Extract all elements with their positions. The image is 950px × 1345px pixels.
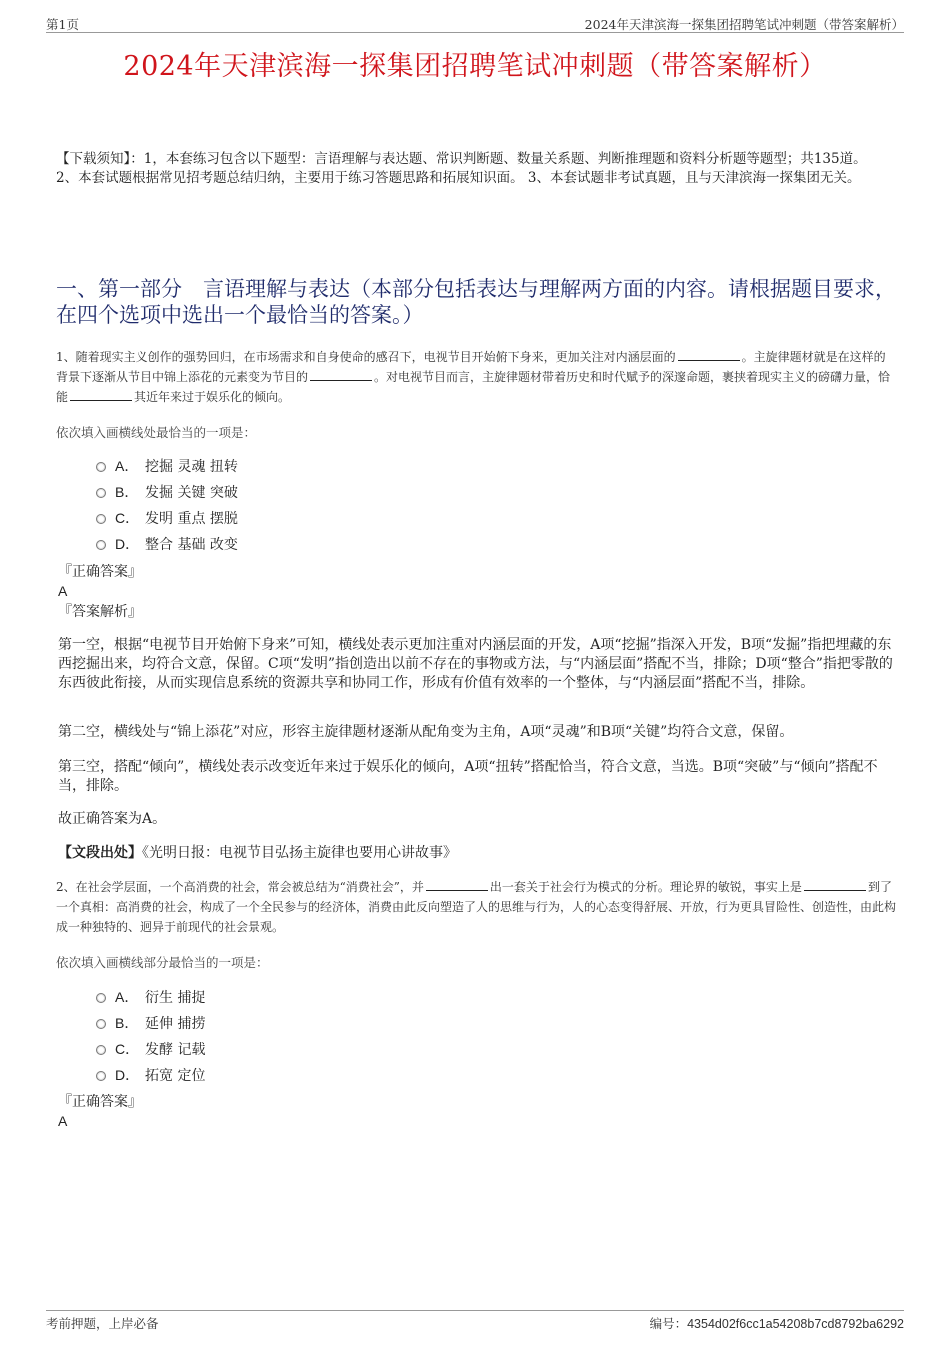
radio-icon[interactable] [96,514,106,524]
q1-text-b: 。主旋律题材就是在这样的背景下逐渐从节目中锦上添花的元素变为节目的 [56,350,886,384]
q1-source: 【文段出处】《光明日报：电视节目弘扬主旋律也要用心讲故事》 [58,845,457,861]
q1-analysis-paragraph: 第三空，搭配“倾向”，横线处表示改变近年来过于娱乐化的倾向，A项“扭转”搭配恰当，符合文意，当选。B项“突破”与“倾向”搭配不当，排除。 [58,759,878,794]
q1-options [96,453,238,557]
q2-text-a: 2、在社会学层面，一个高消费的社会，常会被总结为“消费社会”，并 [56,880,424,894]
answer-blank [804,878,866,891]
q2-option-d[interactable]: D． 拓宽 定位 [96,1062,205,1088]
answer-blank [426,878,488,891]
answer-blank [310,368,372,381]
q2-answer-label: 『正确答案』 [58,1094,142,1110]
q1-text-a: 1、随着现实主义创作的强势回归，在市场需求和自身使命的感召下，电视节目开始俯下身来，更加关注对内涵层面的 [56,350,676,364]
q2-option-b[interactable]: B． 延伸 捕捞 [96,1010,205,1036]
radio-icon[interactable] [96,1071,106,1081]
radio-icon[interactable] [96,488,106,498]
question-1-text [56,347,896,407]
radio-icon[interactable] [96,462,106,472]
q2-prompt: 依次填入画横线部分最恰当的一项是： [56,955,269,970]
q2-text-c: 到了一个真相：高消费的社会，构成了一个全民参与的经济体，消费由此反向塑造了人的思维与行为，人的心态变得舒展、开放，行为更具冒险性、创造性，由此构成一种独特的、迥异于前现代的社会景观。 [56,880,897,934]
radio-icon[interactable] [96,1045,106,1055]
q1-text-d: 其近年来过于娱乐化的倾向。 [134,390,291,404]
radio-icon[interactable] [96,993,106,1003]
q1-answer: A [58,583,68,599]
footer-code: 编号：4354d02f6cc1a54208b7cd8792ba6292 [649,1316,904,1331]
q1-option-a[interactable]: A． 挖掘 灵魂 扭转 [96,453,238,479]
answer-blank [70,388,132,401]
footer-slogan: 考前押题，上岸必备 [46,1316,159,1331]
answer-blank [678,348,740,361]
q2-answer: A [58,1113,68,1129]
q1-analysis-paragraph: 第二空，横线处与“锦上添花”对应，形容主旋律题材逐渐从配角变为主角，A项“灵魂”和B项“关键”均符合文意，保留。 [58,724,794,740]
q2-option-a[interactable]: A． 衍生 捕捉 [96,984,205,1010]
q2-options [96,984,205,1088]
section-title: 一、第一部分 言语理解与表达（本部分包括表达与理解两方面的内容。请根据题目要求，在四个选项中选出一个最恰当的答案。） [56,277,896,327]
radio-icon[interactable] [96,540,106,550]
q1-analysis-paragraph: 故正确答案为A。 [58,811,167,827]
download-notice: 【下载须知】：1，本套练习包含以下题型：言语理解与表达题、常识判断题、数量关系题、判断推理题和资料分析题等题型；共135道。 2、本套试题根据常见招考题总结归纳，主要用于练习答题思路和拓展知识面。 3、本套试题非考试真题，且与天津滨海一探集团无关。 [56,151,867,186]
q2-text-b: 出一套关于社会行为模式的分析。理论界的敏锐，事实上是 [489,880,802,894]
q1-option-d[interactable]: D． 整合 基础 改变 [96,531,238,557]
document-title: 2024年天津滨海一探集团招聘笔试冲刺题（带答案解析） [123,51,827,82]
q2-option-c[interactable]: C． 发酵 记载 [96,1036,205,1062]
q1-answer-label: 『正确答案』 [58,564,142,580]
q1-prompt: 依次填入画横线处最恰当的一项是： [56,425,257,440]
header-doc-title: 2024年天津滨海一探集团招聘笔试冲刺题（带答案解析） [584,17,904,32]
q1-analysis-label: 『答案解析』 [58,604,142,620]
q1-option-b[interactable]: B． 发掘 关键 突破 [96,479,238,505]
question-2-text [56,877,896,937]
page-number: 第1页 [46,17,79,32]
q1-option-c[interactable]: C． 发明 重点 摆脱 [96,505,238,531]
page-header [46,14,904,33]
q1-text-c: 。对电视节目而言，主旋律题材带着历史和时代赋予的深邃命题，裹挟着现实主义的磅礴力量，恰能 [56,370,891,404]
page-footer [46,1310,904,1331]
q1-analysis-paragraph: 第一空，根据“电视节目开始俯下身来”可知，横线处表示更加注重对内涵层面的开发，A项“挖掘”指深入开发，B项“发掘”指把埋藏的东西挖掘出来，均符合文意，保留。C项“发明”指创造出以前不存在的事物或方法，与“内涵层面”搭配不当，排除；D项“整合”指把零散的东西彼此衔接，从而实现信息系统的资源共享和协同工作，形成有价值有效率的一个整体，与“内涵层面”搭配不当，排除。 [58,637,893,691]
radio-icon[interactable] [96,1019,106,1029]
